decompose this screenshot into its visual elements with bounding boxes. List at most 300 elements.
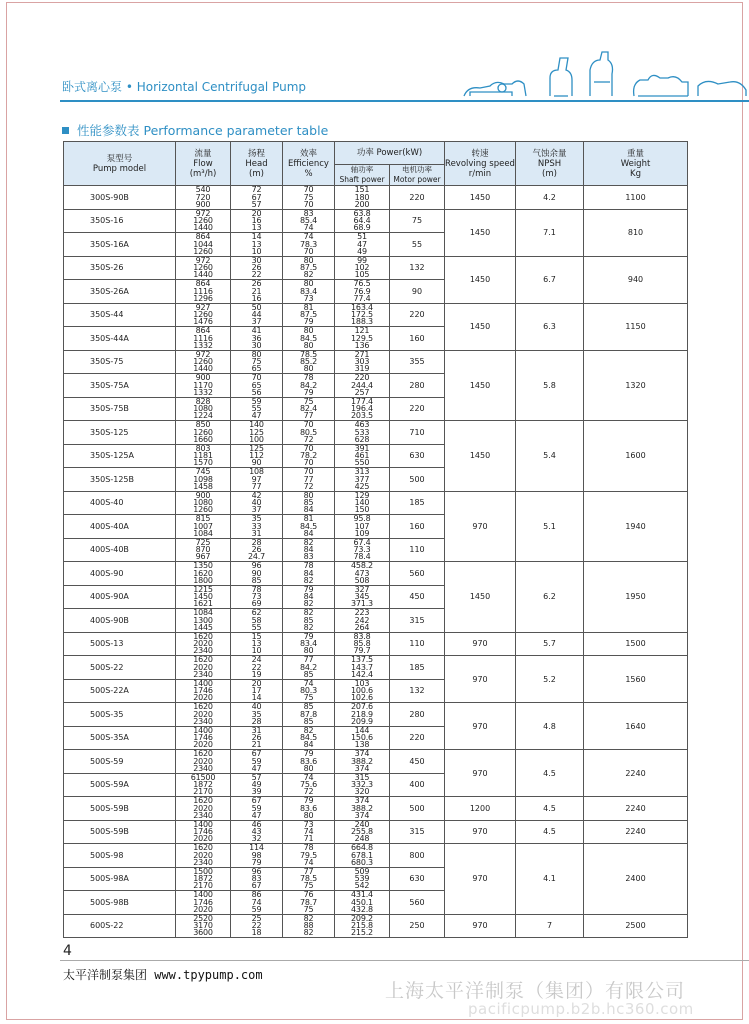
cell-shaft [335, 327, 390, 351]
cell-speed: 970 [445, 703, 516, 750]
table-row [64, 820, 688, 844]
cell-head-value: 90 [251, 568, 262, 578]
cell-eff-value: 81 [303, 303, 314, 312]
cell-eff-value: 73 [303, 820, 314, 829]
cell-eff-value: 78 [303, 561, 314, 571]
cell-head [231, 397, 283, 421]
cell-head [231, 538, 283, 562]
cell-eff-value: 78.2 [299, 451, 317, 460]
cell-flow [176, 421, 231, 445]
cell-weight: 1640 [584, 703, 688, 750]
cell-head-value: 47 [251, 764, 262, 773]
cell-flow-value: 803 [195, 444, 211, 453]
cell-head-value: 69 [251, 599, 262, 609]
cell-eff-value: 70 [303, 185, 314, 195]
cell-shaft-value: 678.1 [351, 850, 373, 860]
cell-head-value: 47 [251, 811, 262, 820]
header-divider [60, 100, 749, 102]
cell-shaft-value: 207.6 [351, 702, 373, 712]
col-header-flow: 流量 Flow (m³/h) [176, 142, 231, 186]
cell-eff-value: 80 [303, 364, 314, 374]
cell-shaft-value: 78.4 [353, 552, 371, 562]
cell-npsh: 5.1 [516, 491, 584, 562]
cell-speed: 970 [445, 491, 516, 562]
cell-motor-power: 185 [390, 656, 445, 680]
cell-flow-value: 2170 [193, 787, 213, 797]
footer-company-website: 太平洋制泵集团 www.tpypump.com [63, 968, 263, 982]
cell-head-value: 125 [249, 444, 264, 453]
cell-shaft-value: 150.6 [351, 733, 373, 742]
cell-motor-power: 132 [390, 679, 445, 703]
cell-npsh: 6.2 [516, 562, 584, 633]
cell-head [231, 209, 283, 233]
cell-flow-value: 3170 [193, 921, 213, 930]
cell-motor-power: 220 [390, 397, 445, 421]
cell-eff-value: 79 [303, 317, 314, 327]
cell-shaft [335, 750, 390, 774]
cell-weight: 1950 [584, 562, 688, 633]
cell-flow-value: 540 [195, 185, 211, 195]
table-row [64, 844, 688, 868]
cell-flow-value: 1440 [193, 270, 213, 280]
cell-npsh: 5.8 [516, 350, 584, 421]
cell-head-value: 56 [251, 388, 262, 397]
cell-shaft-value: 99 [357, 256, 367, 265]
cell-flow-value: 1260 [193, 263, 213, 272]
cell-shaft-value: 67.4 [353, 538, 371, 547]
cell-eff-value: 70 [303, 467, 314, 477]
cell-shaft [335, 797, 390, 821]
cell-flow-value: 2340 [193, 670, 213, 679]
cell-head-value: 42 [251, 491, 262, 500]
cell-motor-power: 710 [390, 421, 445, 445]
cell-flow-value: 1746 [193, 897, 213, 907]
cell-head-value: 32 [251, 834, 262, 844]
col-header-npsh: 气蚀余量 NPSH (m) [516, 142, 584, 186]
cell-weight: 1500 [584, 632, 688, 656]
cell-eff-value: 85.4 [299, 216, 317, 225]
cell-shaft-value: 77.4 [353, 294, 371, 303]
table-row [64, 914, 688, 938]
cell-shaft [335, 280, 390, 304]
cell-shaft-value: 105 [354, 270, 370, 280]
cell-head-value: 15 [251, 632, 262, 641]
cell-head-value: 24.7 [247, 552, 265, 562]
cell-head-value: 16 [251, 294, 262, 303]
cell-eff-value: 80 [303, 491, 314, 500]
cell-head-value: 18 [251, 928, 262, 938]
cell-eff-value: 84 [303, 592, 314, 601]
cell-head-value: 10 [251, 646, 262, 656]
cell-head [231, 609, 283, 633]
cell-shaft-value: 248 [354, 834, 370, 844]
cell-speed: 1450 [445, 256, 516, 303]
cell-eff-value: 80.3 [299, 686, 317, 695]
cell-shaft-value: 664.8 [351, 843, 373, 853]
cell-motor-power: 280 [390, 374, 445, 398]
cell-head [231, 421, 283, 445]
cell-shaft-value: 76.9 [353, 286, 371, 296]
cell-head-value: 77 [251, 482, 262, 491]
cell-head [231, 186, 283, 210]
cell-eff-value: 72 [303, 482, 314, 491]
cell-npsh: 6.3 [516, 303, 584, 350]
cell-weight: 1600 [584, 421, 688, 492]
cell-shaft-value: 180 [354, 192, 370, 202]
cell-eff-value: 84.5 [299, 333, 317, 343]
cell-shaft [335, 609, 390, 633]
cell-shaft-value: 79.7 [353, 646, 371, 656]
cell-shaft-value: 76.5 [353, 279, 371, 289]
cell-flow [176, 891, 231, 915]
cell-head [231, 891, 283, 915]
cell-head-value: 86 [251, 890, 262, 900]
cell-eff-value: 84.5 [299, 521, 317, 531]
cell-flow-value: 1296 [193, 294, 213, 303]
cell-flow-value: 870 [195, 545, 211, 554]
cell-eff-value: 70 [303, 200, 314, 209]
cell-eff-value: 79 [303, 632, 314, 641]
cell-head [231, 280, 283, 304]
cell-head-value: 10 [251, 247, 262, 256]
cell-shaft-value: 215.2 [351, 928, 373, 938]
cell-speed: 1450 [445, 421, 516, 492]
cell-flow-value: 815 [195, 514, 211, 524]
cell-shaft-value: 137.5 [351, 655, 373, 665]
cell-flow [176, 585, 231, 609]
cell-flow [176, 703, 231, 727]
cell-shaft-value: 244.4 [351, 380, 373, 390]
cell-npsh: 4.1 [516, 844, 584, 915]
cell-head [231, 679, 283, 703]
cell-eff-value: 79.5 [299, 850, 317, 860]
cell-flow-value: 1620 [193, 655, 213, 665]
cell-speed: 1450 [445, 350, 516, 421]
cell-flow-value: 61500 [190, 773, 216, 782]
table-row [64, 421, 688, 445]
cell-motor-power: 280 [390, 703, 445, 727]
cell-model: 400S-90A [64, 585, 176, 609]
cell-eff [283, 303, 335, 327]
cell-flow [176, 256, 231, 280]
cell-shaft-value: 458.2 [351, 561, 373, 571]
cell-flow [176, 609, 231, 633]
cell-flow-value: 745 [195, 467, 211, 477]
cell-shaft-value: 255.8 [351, 827, 373, 836]
cell-shaft-value: 129.5 [351, 333, 373, 343]
cell-eff-value: 84 [303, 505, 314, 515]
cell-head-value: 65 [251, 380, 262, 390]
section-title-text: 性能参数表 Performance parameter table [77, 123, 329, 138]
cell-shaft-value: 109 [354, 529, 370, 538]
cell-shaft [335, 374, 390, 398]
cell-flow-value: 1116 [193, 333, 213, 343]
cell-shaft-value: 463 [354, 420, 370, 430]
cell-shaft-value: 431.4 [351, 890, 373, 900]
cell-flow-value: 1400 [193, 679, 213, 688]
cell-eff [283, 585, 335, 609]
cell-eff [283, 914, 335, 938]
cell-shaft [335, 538, 390, 562]
cell-eff [283, 421, 335, 445]
cell-head-value: 19 [251, 670, 262, 679]
cell-flow-value: 2020 [193, 803, 213, 813]
cell-eff-value: 74 [303, 232, 314, 242]
cell-flow-value: 972 [195, 256, 211, 265]
cell-shaft [335, 491, 390, 515]
cell-flow-value: 1116 [193, 286, 213, 296]
cell-head-value: 67 [251, 749, 262, 759]
cell-shaft-value: 303 [354, 357, 370, 366]
cell-motor-power: 450 [390, 585, 445, 609]
cell-eff-value: 84 [303, 529, 314, 538]
cell-head-value: 22 [251, 662, 262, 672]
cell-motor-power: 220 [390, 726, 445, 750]
cell-model: 500S-35 [64, 703, 176, 727]
cell-model: 350S-75B [64, 397, 176, 421]
table-row [64, 703, 688, 727]
col-header-speed: 转速 Revolving speed r/min [445, 142, 516, 186]
cell-shaft-value: 218.9 [351, 709, 373, 719]
cell-eff-value: 84.2 [299, 380, 317, 390]
cell-shaft-value: 209.2 [351, 914, 373, 923]
cell-shaft [335, 233, 390, 257]
cell-shaft [335, 562, 390, 586]
cell-eff-value: 79 [303, 749, 314, 759]
cell-shaft-value: 63.8 [353, 209, 371, 218]
cell-eff-value: 78.5 [299, 350, 317, 359]
cell-flow-value: 1224 [193, 411, 213, 421]
cell-npsh: 4.5 [516, 750, 584, 797]
cell-shaft-value: 509 [354, 867, 370, 876]
cell-head [231, 844, 283, 868]
cell-flow-value: 1400 [193, 726, 213, 735]
cell-flow-value: 720 [195, 192, 211, 202]
cell-eff-value: 87.8 [299, 709, 317, 719]
cell-eff-value: 70 [303, 420, 314, 430]
cell-head-value: 70 [251, 373, 262, 383]
cell-eff [283, 515, 335, 539]
cell-shaft-value: 391 [354, 444, 370, 453]
cell-head-value: 39 [251, 787, 262, 797]
cell-flow-value: 1260 [193, 357, 213, 366]
cell-weight: 1100 [584, 186, 688, 210]
cell-eff-value: 80 [303, 811, 314, 820]
cell-eff-value: 80 [303, 326, 314, 336]
cell-flow-value: 2020 [193, 662, 213, 672]
cell-shaft-value: 680.3 [351, 858, 373, 867]
cell-model: 300S-90B [64, 186, 176, 210]
cell-shaft-value: 49 [357, 247, 367, 256]
cell-eff-value: 79 [303, 388, 314, 397]
cell-head-value: 46 [251, 820, 262, 829]
cell-eff-value: 85 [303, 717, 314, 726]
cell-eff-value: 77 [303, 474, 314, 484]
cell-head [231, 515, 283, 539]
cell-eff [283, 444, 335, 468]
cell-shaft-value: 374 [354, 749, 370, 759]
cell-head-value: 28 [251, 538, 262, 547]
cell-eff-value: 75 [303, 192, 314, 202]
cell-shaft-value: 264 [354, 623, 370, 632]
cell-eff-value: 88 [303, 921, 314, 930]
cell-flow-value: 1332 [193, 388, 213, 397]
cell-shaft-value: 315 [354, 773, 370, 782]
cell-flow-value: 1084 [193, 529, 213, 538]
cell-head-value: 58 [251, 615, 262, 625]
cell-eff [283, 773, 335, 797]
cell-model: 500S-59 [64, 750, 176, 774]
cell-flow-value: 1440 [193, 223, 213, 233]
cell-npsh: 7.1 [516, 209, 584, 256]
cell-speed: 970 [445, 632, 516, 656]
cell-head-value: 13 [251, 639, 262, 648]
cell-npsh: 4.5 [516, 820, 584, 844]
cell-head [231, 327, 283, 351]
cell-shaft-value: 508 [354, 576, 370, 585]
cell-head-value: 37 [251, 505, 262, 515]
cell-flow-value: 1746 [193, 733, 213, 742]
cell-flow-value: 2020 [193, 709, 213, 719]
cell-flow [176, 350, 231, 374]
cell-eff-value: 73 [303, 294, 314, 303]
cell-eff-value: 74 [303, 679, 314, 688]
cell-flow [176, 186, 231, 210]
cell-model: 350S-75 [64, 350, 176, 374]
cell-flow-value: 1440 [193, 364, 213, 374]
cell-shaft-value: 550 [354, 458, 370, 468]
cell-model: 500S-22A [64, 679, 176, 703]
cell-shaft-value: 432.8 [351, 905, 373, 914]
cell-flow-value: 972 [195, 209, 211, 218]
cell-eff-value: 82 [303, 726, 314, 735]
cell-shaft-value: 240 [354, 820, 370, 829]
cell-shaft-value: 121 [354, 326, 370, 336]
cell-head [231, 773, 283, 797]
cell-flow-value: 1458 [193, 482, 213, 491]
cell-flow-value: 864 [195, 326, 211, 336]
table-row [64, 797, 688, 821]
cell-motor-power: 500 [390, 797, 445, 821]
cell-head [231, 726, 283, 750]
cell-head-value: 97 [251, 474, 262, 484]
cell-flow-value: 2020 [193, 850, 213, 860]
cell-flow-value: 1332 [193, 341, 213, 350]
cell-flow-value: 900 [195, 373, 211, 383]
cell-flow-value: 2340 [193, 811, 213, 820]
cell-motor-power: 110 [390, 632, 445, 656]
cell-flow-value: 1181 [193, 451, 213, 460]
cell-motor-power: 220 [390, 186, 445, 210]
cell-weight: 1940 [584, 491, 688, 562]
cell-flow-value: 900 [195, 200, 211, 209]
cell-head-value: 74 [251, 897, 262, 907]
cell-motor-power: 450 [390, 750, 445, 774]
cell-shaft-value: 144 [354, 726, 370, 735]
cell-npsh: 5.7 [516, 632, 584, 656]
cell-eff-value: 71 [303, 834, 314, 844]
cell-eff-value: 85 [303, 670, 314, 679]
cell-eff-value: 81 [303, 514, 314, 524]
performance-table [63, 141, 688, 938]
cell-weight: 1320 [584, 350, 688, 421]
cell-motor-power: 630 [390, 867, 445, 891]
cell-flow-value: 1620 [193, 749, 213, 759]
cell-flow-value: 2340 [193, 646, 213, 656]
cell-model: 350S-44 [64, 303, 176, 327]
cell-eff [283, 233, 335, 257]
cell-head-value: 96 [251, 867, 262, 876]
cell-head-value: 59 [251, 803, 262, 813]
cell-weight: 1150 [584, 303, 688, 350]
cell-head-value: 26 [251, 279, 262, 289]
cell-head-value: 13 [251, 223, 262, 233]
col-header-power: 功率 Power(kW) [335, 142, 445, 165]
cell-model: 500S-13 [64, 632, 176, 656]
cell-eff [283, 609, 335, 633]
cell-head-value: 50 [251, 303, 262, 312]
cell-npsh: 5.2 [516, 656, 584, 703]
cell-shaft [335, 421, 390, 445]
cell-eff-value: 74 [303, 858, 314, 867]
cell-shaft-value: 209.9 [351, 717, 373, 726]
cell-eff [283, 750, 335, 774]
cell-flow-value: 1400 [193, 820, 213, 829]
cell-shaft-value: 539 [354, 874, 370, 883]
cell-shaft-value: 242 [354, 615, 370, 625]
cell-eff [283, 844, 335, 868]
cell-head-value: 75 [251, 357, 262, 366]
table-row [64, 562, 688, 586]
cell-head-value: 13 [251, 239, 262, 249]
cell-flow [176, 374, 231, 398]
cell-shaft-value: 425 [354, 482, 370, 491]
cell-head-value: 41 [251, 326, 262, 336]
cell-head-value: 67 [251, 881, 262, 891]
cell-model: 600S-22 [64, 914, 176, 938]
cell-shaft [335, 256, 390, 280]
cell-weight: 1560 [584, 656, 688, 703]
cell-flow-value: 850 [195, 420, 211, 430]
cell-weight: 2500 [584, 914, 688, 938]
cell-speed: 1450 [445, 209, 516, 256]
cell-weight: 2240 [584, 820, 688, 844]
cell-eff-value: 78.3 [299, 239, 317, 249]
cell-head-value: 30 [251, 341, 262, 350]
cell-eff-value: 82 [303, 599, 314, 609]
cell-head-value: 24 [251, 655, 262, 665]
cell-speed: 970 [445, 656, 516, 703]
page-number: 4 [63, 943, 72, 959]
cell-eff-value: 87.5 [299, 310, 317, 319]
cell-shaft-value: 142.4 [351, 670, 373, 679]
cell-npsh: 5.4 [516, 421, 584, 492]
cell-flow-value: 1620 [193, 702, 213, 712]
col-header-weight: 重量 Weight Kg [584, 142, 688, 186]
cell-eff-value: 75 [303, 693, 314, 703]
cell-head-value: 125 [249, 427, 264, 437]
cell-shaft [335, 891, 390, 915]
cell-shaft-value: 95.8 [353, 514, 371, 524]
cell-flow [176, 303, 231, 327]
cell-eff-value: 78 [303, 373, 314, 383]
cell-eff [283, 867, 335, 891]
cell-shaft-value: 203.5 [351, 411, 373, 421]
cell-model: 500S-98A [64, 867, 176, 891]
cell-shaft-value: 319 [354, 364, 370, 374]
cell-model: 350S-75A [64, 374, 176, 398]
cell-shaft-value: 542 [354, 881, 370, 891]
